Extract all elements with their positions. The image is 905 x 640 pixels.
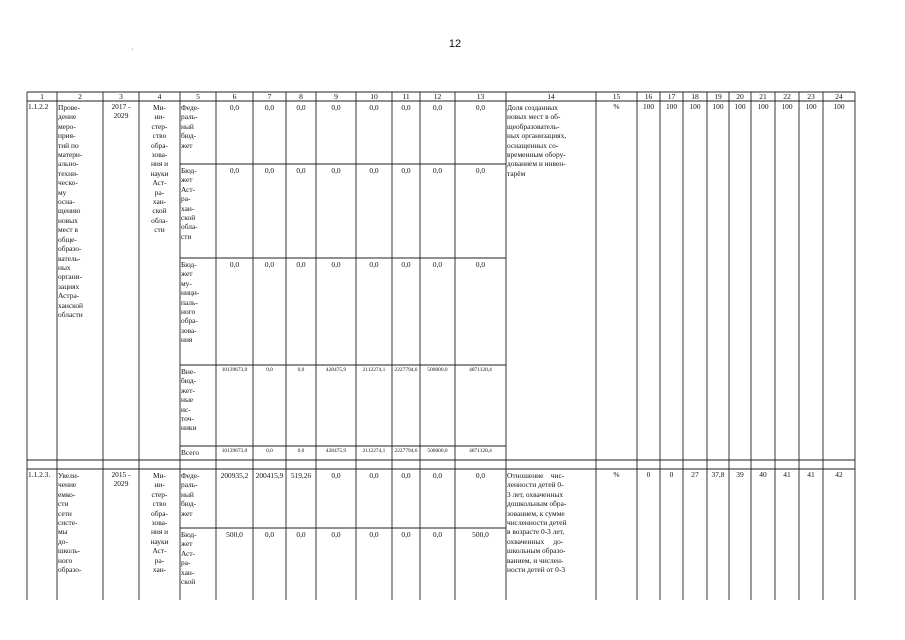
funding-value: 2227794,6 (394, 448, 418, 454)
target-value: 100 (734, 102, 746, 111)
column-header-22: 22 (783, 92, 791, 101)
funding-value: 0,0 (229, 166, 240, 175)
target-value: 27 (691, 470, 699, 479)
funding-value: 0,0 (331, 530, 341, 539)
column-header-14: 14 (547, 92, 555, 101)
funding-value: 0,0 (369, 471, 379, 480)
indicator-text: Доля созданных новых мест в об- щеобразователь- ных организациях, оснащенных со- временным обору- дованием и инвен- тарём (507, 103, 567, 178)
column-header-21: 21 (759, 92, 767, 101)
funding-value: 519,26 (290, 471, 312, 480)
funding-source: Бюд- жет Аст- ра- хан- ской (181, 530, 197, 587)
funding-source: Феде- раль- ный бюд- жет (181, 103, 200, 150)
column-header-9: 9 (334, 92, 338, 101)
funding-value: 0,0 (266, 448, 273, 454)
funding-value: 2112274,1 (362, 367, 386, 373)
event-name: Прове- дение меро- прия- тий по матери- ально- техни- ческо- му осна- щению новых мест в обще- образо- ватель- ных органи- зациях Астра- ханской области (58, 103, 83, 319)
funding-value: 0,0 (432, 103, 443, 112)
target-value: 39 (736, 470, 744, 479)
executor-name: Ми- ни- стер- ство обра- зова- ния и науки Аст- ра- хан- ской обла- сти (150, 103, 169, 235)
column-header-11: 11 (402, 92, 410, 101)
funding-value: 10139673,0 (221, 448, 248, 454)
column-header-12: 12 (433, 92, 442, 101)
target-value: 100 (833, 102, 845, 111)
funding-value: 0,0 (475, 260, 486, 269)
funding-value: 0,0 (369, 530, 379, 539)
funding-value: 0,0 (401, 260, 411, 269)
target-value: 0 (669, 470, 674, 479)
column-header-4: 4 (157, 92, 162, 101)
funding-value: 0,0 (229, 103, 240, 112)
funding-source: Феде- раль- ный бюд- жет (181, 471, 200, 518)
funding-source: Бюд- жет Аст- ра- хан- ской обла- сти (181, 166, 198, 241)
indicator-text: Отношение чис- ленности детей 0- 3 лет, охваченных дошкольным обра- зованием, к сумме численности детей в возрасте 0-3 лет, охваченных до- школьным образо- ванием, и числен- ности детей от 0-3 (507, 471, 567, 575)
target-value: 37,8 (711, 470, 725, 479)
column-header-1: 1 (40, 92, 44, 101)
funding-source: Бюд- жет му- ници- паль- ного обра- зова- ния (181, 260, 200, 345)
target-value: 100 (757, 102, 769, 111)
funding-value: 0,0 (401, 530, 411, 539)
column-header-15: 15 (612, 92, 621, 101)
funding-value: 0,0 (331, 471, 341, 480)
funding-value: 0,0 (331, 260, 341, 269)
column-header-6: 6 (232, 92, 237, 101)
column-header-17: 17 (667, 92, 676, 101)
funding-value: 428475,9 (325, 367, 347, 373)
executor-name: Ми- ни- стер- ство обра- зова- ния и науки Аст- ра- хан- (150, 471, 169, 575)
funding-value: 428475,9 (325, 448, 347, 454)
column-header-2: 2 (78, 92, 82, 101)
funding-value: 200415,9 (255, 471, 284, 480)
page-number: 12 (448, 38, 462, 50)
target-value: 100 (665, 102, 678, 111)
funding-value: 0,0 (264, 166, 275, 175)
target-value: 0 (646, 470, 651, 479)
funding-value: 0,0 (296, 530, 306, 539)
funding-value: 500,0 (226, 530, 243, 539)
column-header-19: 19 (714, 92, 722, 101)
event-name: Увели- чение емко- сти сети систе- мы до- школь- ного образо- (58, 471, 82, 575)
scan-dot: · (131, 45, 134, 54)
funding-value: 0,0 (401, 471, 411, 480)
target-value: 41 (807, 470, 815, 479)
column-header-20: 20 (736, 92, 744, 101)
funding-value: 500000,0 (427, 448, 448, 454)
column-header-10: 10 (370, 92, 378, 101)
funding-value: 0,0 (331, 166, 341, 175)
funding-value: 0,0 (432, 166, 443, 175)
funding-source: Вне- бюд- жет- ные ис- точ- ники (181, 367, 197, 433)
funding-value: 0,0 (432, 530, 443, 539)
funding-value: 0,0 (229, 260, 240, 269)
target-value: 100 (642, 102, 655, 111)
funding-value: 0,0 (475, 103, 486, 112)
column-header-3: 3 (119, 92, 123, 101)
funding-value: 0,0 (369, 166, 379, 175)
funding-value: 0,0 (369, 103, 379, 112)
funding-value: 0,0 (475, 471, 486, 480)
funding-value: 0,0 (296, 166, 306, 175)
funding-value: 0,0 (432, 260, 443, 269)
funding-value: 0,0 (264, 260, 275, 269)
funding-value: 0,0 (401, 166, 411, 175)
column-header-13: 13 (476, 92, 485, 101)
unit: % (613, 102, 620, 111)
funding-value: 0,0 (369, 260, 379, 269)
funding-value: 0,0 (432, 471, 443, 480)
implementation-years: 2015 - 2029 (111, 470, 131, 489)
funding-value: 2112274,1 (362, 448, 386, 454)
column-header-16: 16 (644, 92, 653, 101)
funding-value: 500,0 (472, 530, 489, 539)
unit: % (613, 470, 620, 479)
funding-source: Всего (181, 448, 200, 457)
funding-value: 0,0 (266, 367, 273, 373)
target-value: 100 (805, 102, 817, 111)
column-header-7: 7 (267, 92, 272, 101)
target-value: 100 (689, 102, 701, 111)
column-header-8: 8 (299, 92, 303, 101)
funding-value: 0,0 (296, 103, 306, 112)
column-header-5: 5 (196, 92, 200, 101)
funding-value: 0,0 (264, 530, 275, 539)
column-header-18: 18 (691, 92, 699, 101)
target-value: 100 (712, 102, 724, 111)
funding-value: 0,0 (475, 166, 486, 175)
implementation-years: 2017 - 2029 (111, 102, 131, 121)
target-value: 100 (781, 102, 793, 111)
funding-value: 200935,2 (220, 471, 249, 480)
funding-value: 500000,0 (427, 367, 448, 373)
funding-value: 0,0 (297, 448, 305, 454)
funding-value: 0,0 (401, 103, 411, 112)
row-code: 1.1.2.3. (28, 470, 51, 479)
funding-value: 0,0 (296, 260, 306, 269)
target-value: 40 (759, 470, 767, 479)
funding-value: 10139673,0 (221, 367, 248, 373)
row-code: 1.1.2.2 (28, 102, 49, 111)
funding-value: 2227794,6 (394, 367, 418, 373)
funding-value: 0,0 (297, 367, 305, 373)
column-header-23: 23 (807, 92, 815, 101)
target-value: 42 (835, 470, 843, 479)
funding-value: 0,0 (264, 103, 275, 112)
target-value: 41 (783, 470, 791, 479)
funding-value: 4871128,4 (469, 448, 492, 454)
funding-value: 4871128,4 (469, 367, 492, 373)
column-header-24: 24 (835, 92, 843, 101)
funding-value: 0,0 (331, 103, 341, 112)
